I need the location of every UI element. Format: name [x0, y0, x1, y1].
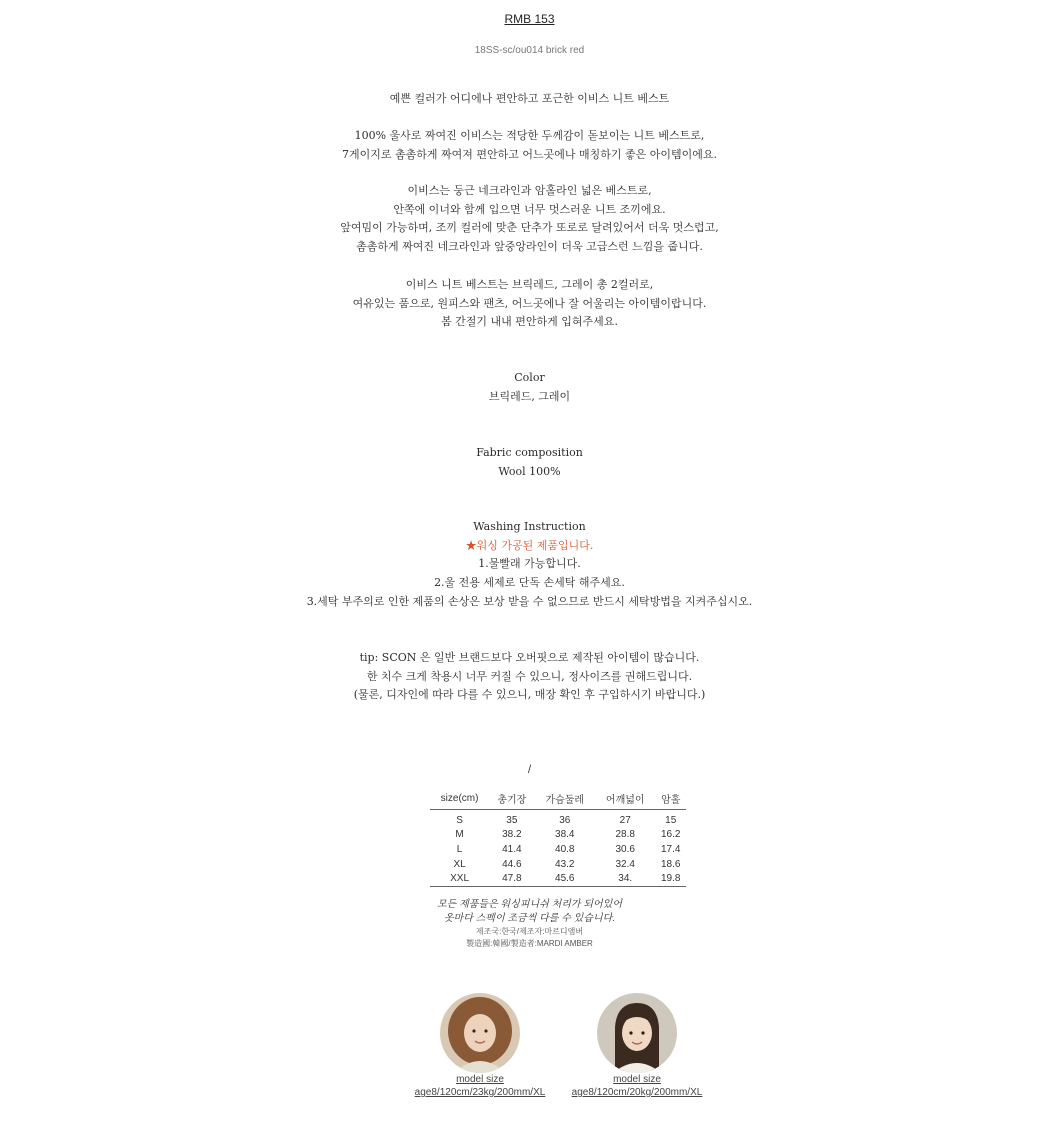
column-header: 총기장	[489, 791, 534, 810]
description-paragraph-3	[0, 276, 1059, 332]
model-spec: age8/120cm/23kg/200mm/XL	[414, 1087, 546, 1098]
description-headline	[0, 90, 1059, 109]
tip-line: (물론, 디자인에 따라 다를 수 있으니, 매장 확인 후 구입하시기 바랍니다.)	[353, 688, 706, 702]
product-code: 18SS-sc/ou014 brick red	[474, 45, 585, 56]
description-paragraph-1	[0, 127, 1059, 164]
washing-title: Washing Instruction	[473, 520, 586, 533]
model-photo	[597, 993, 677, 1073]
table-cell: 32.4	[615, 858, 635, 870]
table-cell: 43.2	[555, 858, 575, 870]
tip-section	[0, 649, 1059, 705]
description-line: 봄 간절기 내내 편안하게 입혀주세요.	[441, 315, 618, 329]
model-label: model size	[613, 1074, 661, 1085]
section-divider: /	[527, 762, 532, 776]
table-cell: 19.8	[661, 873, 681, 885]
table-cell: M	[455, 829, 464, 841]
table-cell: 28.8	[615, 829, 635, 841]
color-title: Color	[514, 371, 545, 384]
table-cell: 45.6	[555, 873, 575, 885]
table-cell: 38.4	[555, 829, 575, 841]
table-cell: 27	[619, 814, 631, 826]
description-line: 앞여밈이 가능하며, 조끼 컬러에 맞춘 단추가 또로로 달려있어서 더욱 멋스럽고,	[340, 221, 719, 235]
description-line: 이비스 니트 베스트는 브릭레드, 그레이 총 2컬러로,	[405, 278, 654, 291]
description-paragraph-2	[0, 182, 1059, 257]
fabric-title: Fabric composition	[476, 446, 583, 459]
washing-line: 2.울 전용 세제로 단독 손세탁 해주세요.	[434, 576, 625, 590]
description-line: 100% 울사로 짜여진 이비스는 적당한 두께감이 돋보이는 니트 베스트로,	[354, 129, 705, 142]
description-line: 예쁜 컬러가 어디에나 편안하고 포근한 이비스 니트 베스트	[389, 92, 670, 105]
table-row	[430, 871, 686, 886]
description-line: 7게이지로 촘촘하게 짜여져 편안하고 어느곳에나 매칭하기 좋은 아이템이에요.	[341, 147, 717, 161]
table-cell: 16.2	[661, 829, 681, 841]
table-row	[430, 828, 686, 843]
table-cell: 15	[665, 814, 677, 826]
column-header: size(cm)	[430, 791, 489, 810]
table-row	[430, 842, 686, 857]
model-card	[400, 993, 560, 1099]
table-cell: 44.6	[502, 858, 522, 870]
table-cell: 40.8	[555, 843, 575, 855]
tip-line: 한 치수 크게 착용시 너무 커질 수 있으니, 정사이즈를 권해드립니다.	[366, 669, 693, 683]
table-cell: 30.6	[615, 843, 635, 855]
table-cell: 35	[506, 814, 518, 826]
table-cell: L	[456, 843, 463, 855]
washing-section	[0, 518, 1059, 612]
table-bottom-rule	[430, 886, 686, 889]
girl-straight-hair-icon	[597, 993, 677, 1073]
description-line: 여유있는 품으로, 원피스와 팬츠, 어느곳에나 잘 어울리는 아이템이랍니다.	[352, 296, 707, 310]
table-cell: XL	[453, 858, 466, 870]
table-cell: 38.2	[502, 829, 522, 841]
model-label: model size	[456, 1074, 504, 1085]
description-line: 안쪽에 이너와 함께 입으면 너무 멋스러운 니트 조끼에요.	[393, 202, 666, 216]
column-header: 암홀	[655, 791, 686, 810]
washing-line: 1.물빨래 가능합니다.	[478, 557, 581, 571]
fabric-section	[0, 444, 1059, 481]
size-note-line: 모든 제품들은 워싱피니쉬 처리가 되어있어	[437, 899, 622, 910]
table-cell: 41.4	[502, 843, 522, 855]
table-row	[430, 810, 686, 828]
table-cell: 47.8	[502, 873, 522, 885]
color-section	[0, 369, 1059, 406]
size-note-line: 옷마다 스펙이 조금씩 다를 수 있습니다.	[443, 913, 616, 924]
model-spec: age8/120cm/20kg/200mm/XL	[571, 1087, 703, 1098]
column-header: 가슴둘레	[535, 791, 595, 810]
table-cell: S	[456, 814, 463, 826]
fabric-value: Wool 100%	[498, 464, 561, 478]
description-line: 촘촘하게 짜여진 네크라인과 앞중앙라인이 더욱 고급스런 느낌을 줍니다.	[356, 240, 703, 254]
girl-curly-hair-icon	[440, 993, 520, 1073]
table-cell: 18.6	[661, 858, 681, 870]
size-table	[430, 791, 686, 889]
table-cell: 34.	[618, 873, 633, 885]
origin-korean: 제조국:한국/제조자:마르디앰버	[475, 927, 584, 936]
model-photo	[440, 993, 520, 1073]
table-row	[430, 857, 686, 872]
table-cell: 17.4	[661, 843, 681, 855]
washing-highlight: ★워싱 가공된 제품입니다.	[465, 538, 594, 552]
model-card	[557, 993, 717, 1099]
column-header: 어깨넓이	[595, 791, 655, 810]
tip-line: tip: SCON 은 일반 브랜드보다 오버핏으로 제작된 아이템이 많습니다.	[359, 651, 700, 664]
table-cell: XXL	[450, 873, 470, 885]
description-line: 이비스는 둥근 네크라인과 암홀라인 넓은 베스트로,	[407, 184, 652, 197]
washing-line: 3.세탁 부주의로 인한 제품의 손상은 보상 받을 수 없으므로 반드시 세탁방법을 지켜주십시오.	[306, 594, 753, 608]
size-table-header	[430, 791, 686, 810]
price: RMB 153	[504, 12, 555, 26]
table-cell: 36	[559, 814, 571, 826]
color-value: 브릭레드, 그레이	[488, 389, 571, 403]
origin-chinese: 製造國:韓國/製造者:MARDI AMBER	[466, 939, 593, 948]
